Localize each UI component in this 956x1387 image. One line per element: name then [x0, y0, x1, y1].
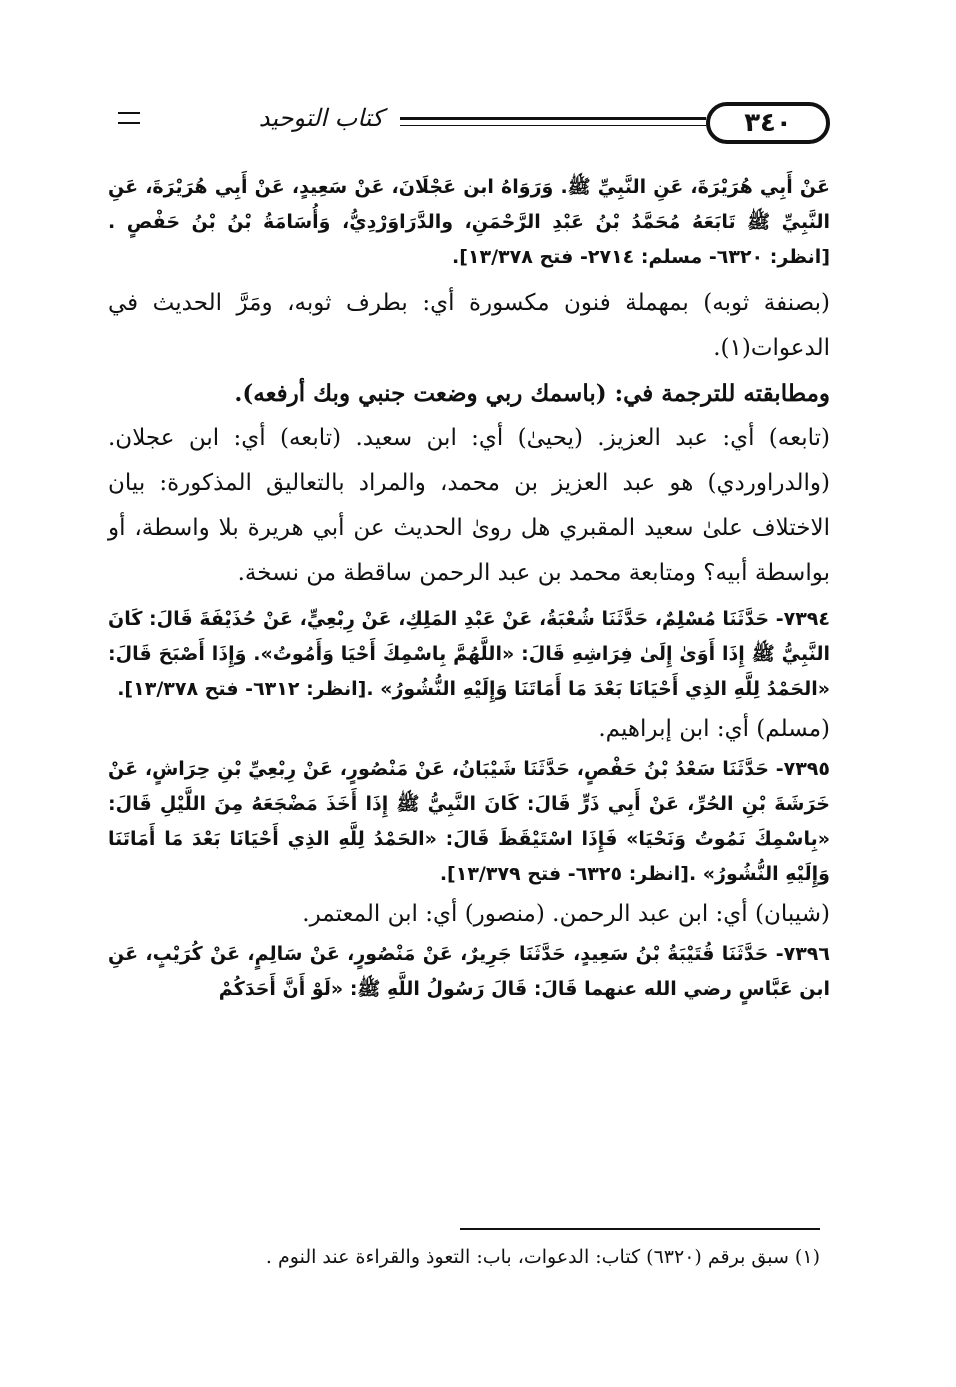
page-number: ٣٤٠ [744, 108, 792, 138]
hadith-7395: ٧٣٩٥- حَدَّثَنَا سَعْدُ بْنُ حَفْصٍ، حَدَّثَنَا شَيْبَانُ، عَنْ مَنْصُورٍ، عَنْ رِبْعِيِّ بْنِ حِرَاشٍ، عَنْ خَرَشَةَ بْنِ الحُرِّ، عَنْ أَبِي ذَرٍّ قَالَ: كَانَ النَّبِيُّ ﷺ إِذَا أَخَذَ مَضْجَعَهُ مِنَ اللَّيْلِ قَالَ: «بِاسْمِكَ نَمُوتُ وَنَحْيَا» فَإِذَا اسْتَيْقَظَ قَالَ: «الحَمْدُ لِلَّهِ الذِي أَحْيَانَا بَعْدَ مَا أَمَاتَنَا وَإِلَيْهِ النُّشُورُ» .[انظر: ٦٣٢٥- فتح ١٣/٣٧٩]. [108, 758, 830, 885]
commentary-paragraph: ومطابقته للترجمة في: (باسمك ربي وضعت جنبي وبك أرفعه). [234, 380, 830, 407]
header-ornament [118, 112, 140, 124]
main-text [108, 170, 830, 1007]
commentary-paragraph: (تابعه) أي: عبد العزيز. (يحيىٰ) أي: ابن سعيد. (تابعه) أي: ابن عجلان. (والدراوردي) هو عبد العزيز بن محمد، والمراد بالتعاليق المذكورة: بيان الاختلاف علىٰ سعيد المقبري هل روىٰ الحديث عن أبي هريرة بلا واسطة، أو بواسطة أبيه؟ ومتابعة محمد بن عبد الرحمن ساقطة من نسخة. [108, 425, 830, 586]
page-number-badge [706, 102, 830, 144]
commentary-paragraph: (بصنفة ثوبه) بمهملة فنون مكسورة أي: بطرف ثوبه، ومَرَّ الحديث في الدعوات(١). [108, 290, 830, 361]
hadith-7396: ٧٣٩٦- حَدَّثَنَا قُتَيْبَةُ بْنُ سَعِيدٍ، حَدَّثَنَا جَرِيرٌ، عَنْ مَنْصُورٍ، عَنْ سَالِمٍ، عَنْ كُرَيْبٍ، عَنِ ابن عَبَّاسٍ رضي الله عنهما قَالَ: قَالَ رَسُولُ اللَّهِ ﷺ: «لَوْ أَنَّ أَحَدَكُمْ [108, 943, 830, 1000]
footnote: (١) سبق برقم (٦٣٢٠) كتاب: الدعوات، باب: التعوذ والقراءة عند النوم . [265, 1246, 820, 1268]
header-rule-thick [400, 117, 706, 120]
header-rule-thin [400, 125, 706, 126]
running-header [108, 98, 828, 150]
commentary-paragraph: (مسلم) أي: ابن إبراهيم. [598, 716, 830, 742]
running-title: كتاب التوحيد [258, 104, 384, 132]
footnote-rule [460, 1228, 820, 1230]
hadith-continuation: عَنْ أَبِي هُرَيْرَةَ، عَنِ النَّبِيِّ ﷺ. وَرَوَاهُ ابن عَجْلَانَ، عَنْ سَعِيدٍ، عَنْ أَبِي هُرَيْرَةَ، عَنِ النَّبِيِّ ﷺ تَابَعَهُ مُحَمَّدُ بْنُ عَبْدِ الرَّحْمَنِ، والدَّرَاوَرْدِيُّ، وَأُسَامَةُ بْنُ بْنُ حَفْصٍ .[انظر: ٦٣٢٠- مسلم: ٢٧١٤- فتح ١٣/٣٧٨]. [108, 176, 830, 268]
commentary-paragraph: (شيبان) أي: ابن عبد الرحمن. (منصور) أي: ابن المعتمر. [302, 901, 830, 927]
hadith-7394: ٧٣٩٤- حَدَّثَنَا مُسْلِمٌ، حَدَّثَنَا شُعْبَةُ، عَنْ عَبْدِ المَلِكِ، عَنْ رِبْعِيٍّ، عَنْ حُذَيْفَةَ قَالَ: كَانَ النَّبِيُّ ﷺ إِذَا أَوَىٰ إِلَىٰ فِرَاشِهِ قَالَ: «اللَّهُمَّ بِاسْمِكَ أَحْيَا وَأَمُوتُ». وَإِذَا أَصْبَحَ قَالَ: «الحَمْدُ لِلَّهِ الذِي أَحْيَانَا بَعْدَ مَا أَمَاتَنَا وَإِلَيْهِ النُّشُورُ» .[انظر: ٦٣١٢- فتح ١٣/٣٧٨]. [108, 608, 830, 700]
